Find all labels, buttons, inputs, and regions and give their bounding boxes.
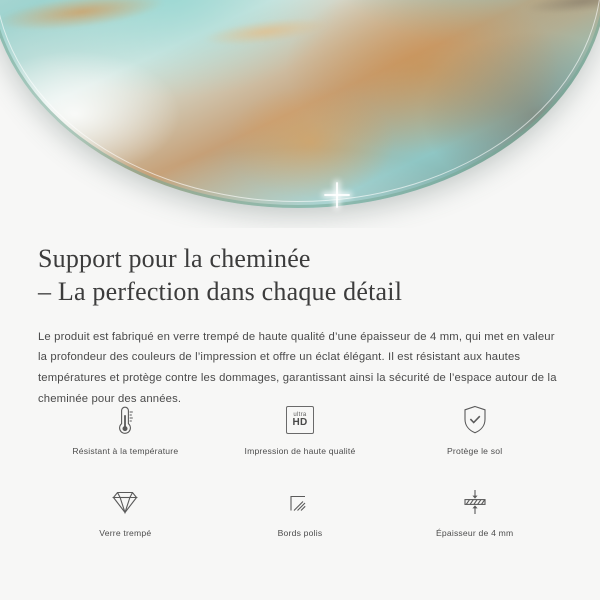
headline-line-2: – La perfection dans chaque détail [38, 277, 403, 307]
text-content [0, 228, 600, 410]
feature-item-temperature [38, 398, 213, 480]
thermometer-icon [110, 398, 140, 442]
feature-item-thickness [387, 480, 562, 562]
feature-label: Impression de haute qualité [244, 446, 356, 456]
page-title [38, 228, 562, 309]
diamond-icon [108, 480, 142, 524]
feature-item-polished-edges [213, 480, 388, 562]
ultra-hd-icon [286, 398, 314, 442]
thickness-arrows-icon [459, 480, 491, 524]
feature-label: Verre trempé [99, 528, 152, 538]
feature-label: Protège le sol [446, 446, 503, 456]
marble-glass-disc [0, 0, 600, 208]
feature-grid [38, 398, 562, 562]
headline-line-1: Support pour la cheminée [38, 244, 311, 273]
polished-edges-icon [285, 480, 315, 524]
feature-item-print-quality [213, 398, 388, 480]
shield-check-icon [460, 398, 490, 442]
feature-item-floor-protection [387, 398, 562, 480]
hero-image [0, 0, 600, 228]
feature-label: Épaisseur de 4 mm [435, 528, 514, 538]
feature-label: Résistant à la température [72, 446, 179, 456]
ultra-hd-top-text: ultra [293, 412, 307, 418]
body-paragraph: Le produit est fabriqué en verre trempé de haute qualité d’une épaisseur de 4 mm, qui met en valeur la profondeur des couleurs de l’impression et offre un éclat élégant. Il est résistant aux hautes températures et protège contre les dommages, garantissant ainsi la sécurité de l’espace autour de la cheminée pour des années. [38, 330, 557, 406]
feature-label: Bords polis [277, 528, 323, 538]
ultra-hd-bottom-text: HD [292, 417, 308, 428]
feature-item-tempered-glass [38, 480, 213, 562]
